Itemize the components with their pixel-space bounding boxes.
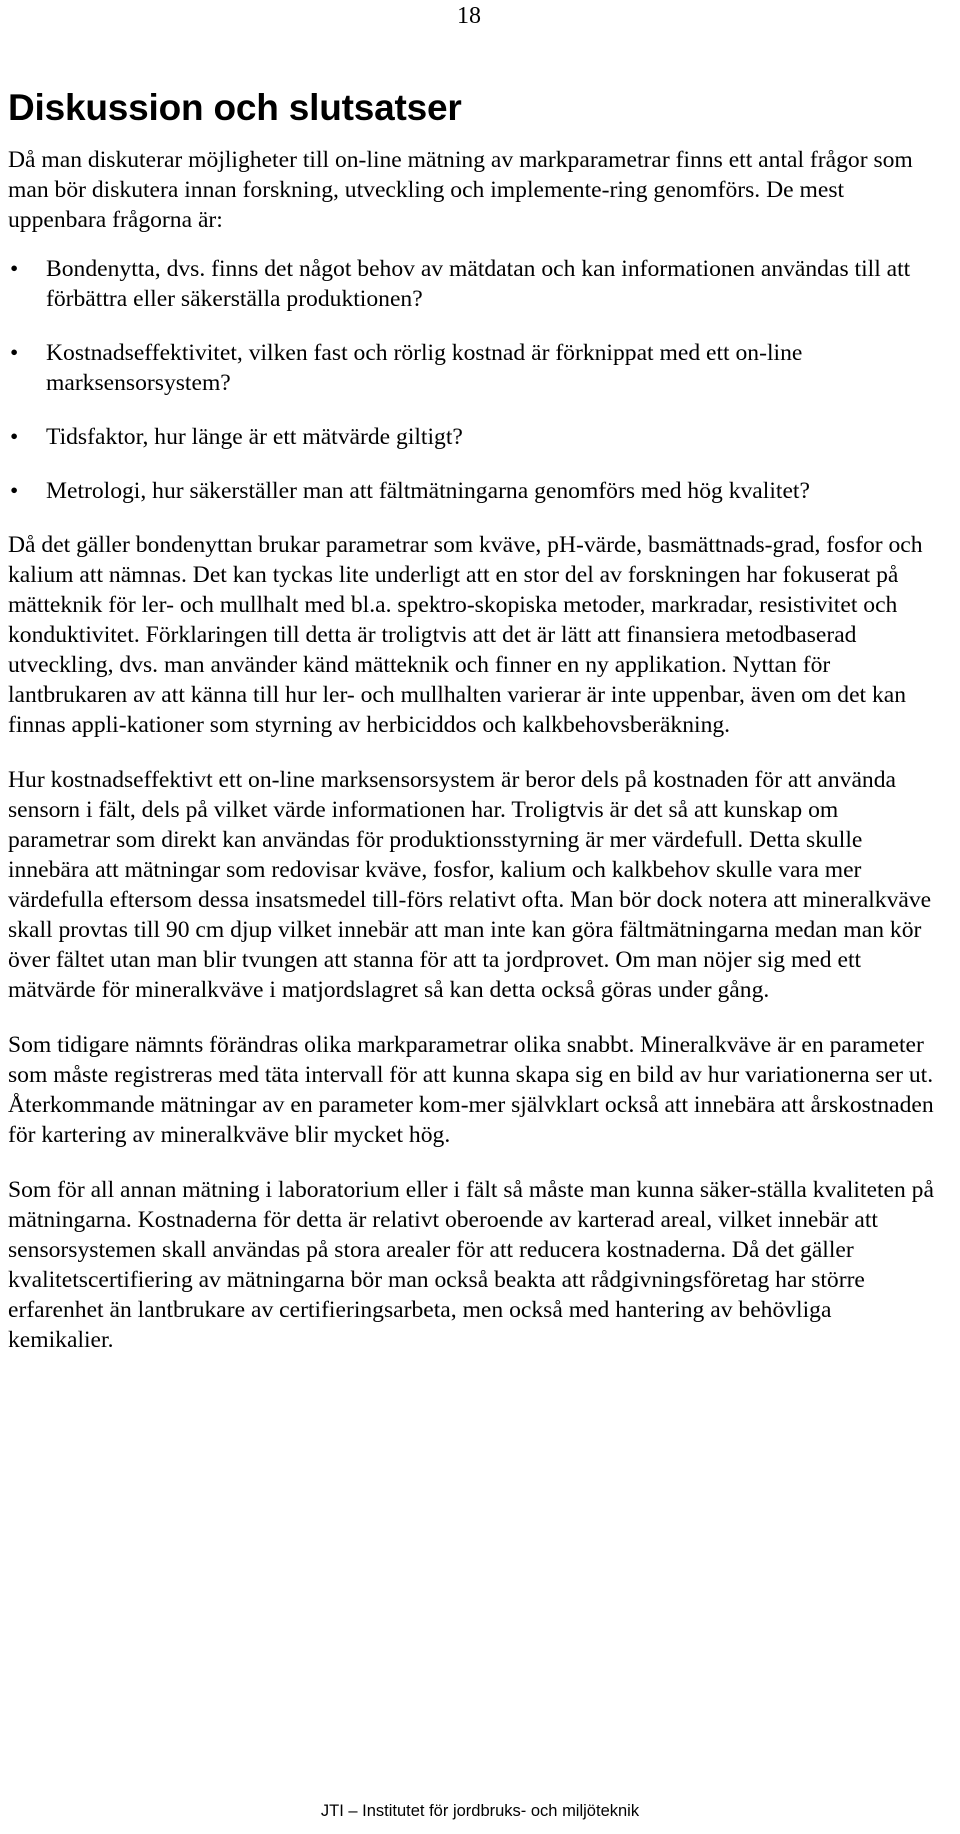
- bullet-icon: •: [10, 340, 19, 366]
- paragraph-bondenytta: Då det gäller bondenyttan brukar parametrar som kväve, pH-värde, basmättnads-grad, fosfor och kalium att nämnas. Det kan tyckas lite underligt att en stor del av forskningen har fokuserat på mätteknik för ler- och mullhalt med bl.a. spektro-skopiska metoder, markradar, resistivitet och konduktivitet. Förklaringen till detta är troligtvis att det är lätt att finansiera metodbaserad utveckling, dvs. man använder känd mätteknik och finner en ny applikation. Nyttan för lantbrukaren av att känna till hur ler- och mullhalten varierar är inte uppenbar, även om det kan finnas appli-kationer som styrning av herbiciddos och kalkbehovsberäkning.: [8, 532, 923, 738]
- list-item-text: Bondenytta, dvs. finns det något behov av mätdatan och kan informationen användas till att förbättra eller säkerställa produktionen?: [46, 256, 911, 312]
- bullet-icon: •: [10, 256, 19, 282]
- list-item-text: Metrologi, hur säkerställer man att fältmätningarna genomförs med hög kvalitet?: [46, 478, 810, 504]
- bullet-icon: •: [10, 478, 19, 504]
- paragraph-metrologi: Som för all annan mätning i laboratorium eller i fält så måste man kunna säker-ställa kvaliteten på mätningarna. Kostnaderna för detta är relativt oberoende av karterad areal, vilket innebär att sensorsystemen skall användas på stora arealer för att reducera kostnaderna. Då det gäller kvalitetscertifiering av mätningarna bör man också beakta att rådgivningsföretag har större erfarenhet än lantbrukare av certifieringsarbeta, men också med hantering av behövliga kemikalier.: [8, 1177, 934, 1353]
- document-body: [8, 84, 940, 1380]
- question-list: [8, 254, 940, 506]
- list-item-text: Tidsfaktor, hur länge är ett mätvärde giltigt?: [46, 424, 463, 450]
- bullet-icon: •: [10, 424, 19, 450]
- list-item-text: Kostnadseffektivitet, vilken fast och rörlig kostnad är förknippat med ett on-line marksensorsystem?: [46, 340, 803, 396]
- list-item: [8, 422, 940, 452]
- page-number: 18: [457, 3, 481, 29]
- intro-paragraph: Då man diskuterar möjligheter till on-line mätning av markparametrar finns ett antal frågor som man bör diskutera innan forskning, utveckling och implemente-ring genomförs. De mest uppenbara frågorna är:: [8, 147, 913, 233]
- paragraph-tidsfaktor: Som tidigare nämnts förändras olika markparametrar olika snabbt. Mineralkväve är en parameter som måste registreras med täta intervall för att kunna skapa sig en bild av hur variationerna ser ut. Återkommande mätningar av en parameter kom-mer självklart också att innebära att årskostnaden för kartering av mineralkväve blir mycket hög.: [8, 1032, 934, 1148]
- section-heading: Diskussion och slutsatser: [8, 87, 462, 128]
- paragraph-kostnadseffektivitet: Hur kostnadseffektivt ett on-line marksensorsystem är beror dels på kostnaden för att använda sensorn i fält, dels på vilket värde informationen har. Troligtvis är det så att kunskap om parametrar som direkt kan användas för produktionsstyrning är mer värdefull. Detta skulle innebära att mätningar som redovisar kväve, fosfor, kalium och kalkbehov skulle vara mer värdefulla eftersom dessa insatsmedel till-förs relativt ofta. Man bör dock notera att mineralkväve skall provtas till 90 cm djup vilket innebär att man inte kan göra fältmätningarna medan man kör över fältet utan man blir tvungen att stanna för att ta jordprovet. Om man nöjer sig med ett mätvärde för mineralkväve i matjordslagret så kan detta också göras under gång.: [8, 767, 932, 1003]
- list-item: [8, 338, 940, 398]
- list-item: [8, 476, 940, 506]
- page-footer: JTI – Institutet för jordbruks- och miljöteknik: [320, 1802, 640, 1820]
- list-item: [8, 254, 940, 314]
